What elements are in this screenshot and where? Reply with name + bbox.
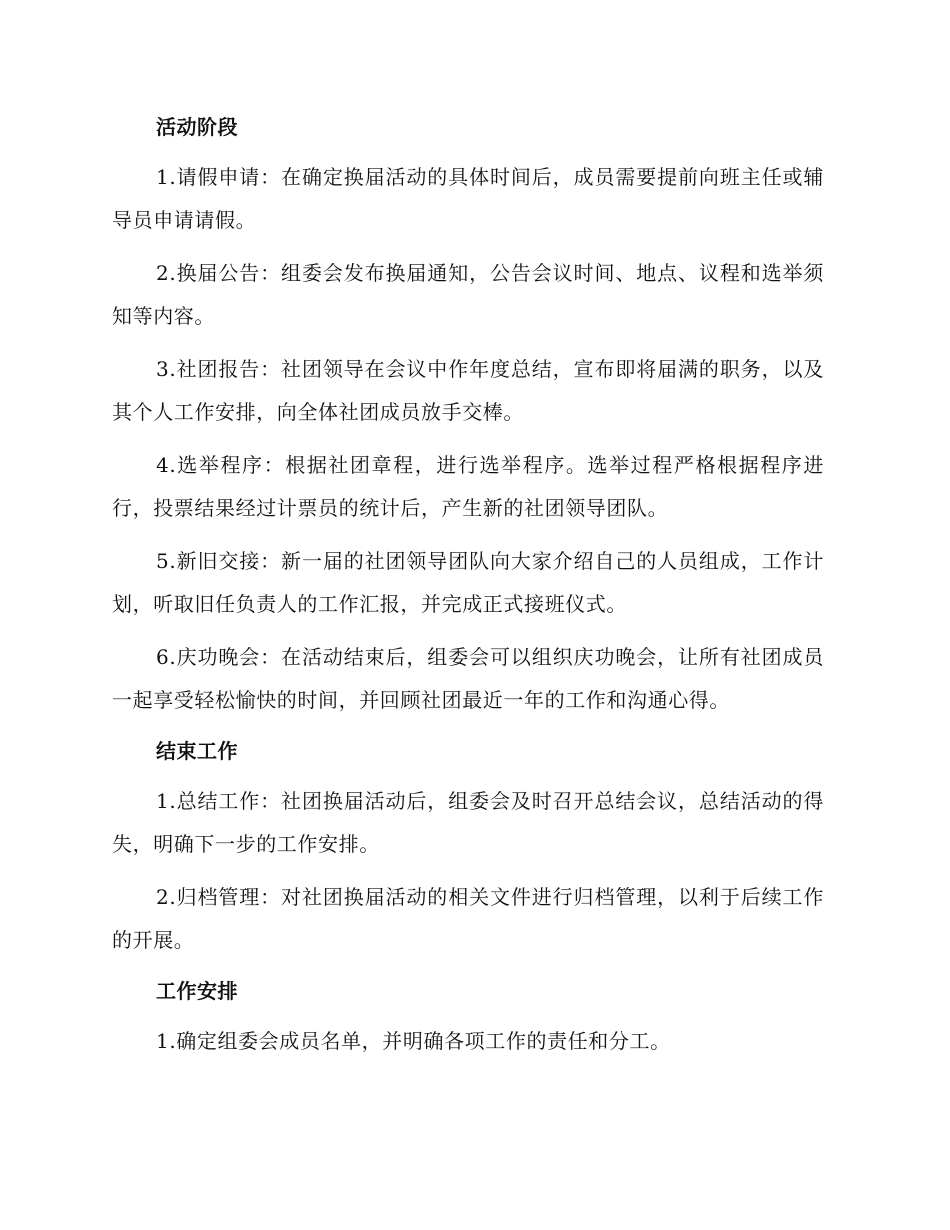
section-heading-closing-work: 结束工作 [156,739,238,763]
paragraph-election-procedure: 4.选举程序：根据社团章程，进行选举程序。选举过程严格根据程序进行，投票结果经过计票员的统计后，产生新的社团领导团队。 [112,453,824,520]
section-heading-work-arrangement: 工作安排 [156,979,238,1003]
paragraph-archive-management: 2.归档管理：对社团换届活动的相关文件进行归档管理，以利于后续工作的开展。 [112,885,824,952]
document-page [112,108,824,1073]
paragraph-committee-members: 1.确定组委会成员名单，并明确各项工作的责任和分工。 [156,1029,671,1053]
section-heading-activity-stage: 活动阶段 [156,115,238,139]
paragraph-election-notice: 2.换届公告：组委会发布换届通知，公告会议时间、地点、议程和选举须知等内容。 [112,261,824,328]
paragraph-celebration-party: 6.庆功晚会：在活动结束后，组委会可以组织庆功晚会，让所有社团成员一起享受轻松愉快的时间，并回顾社团最近一年的工作和沟通心得。 [112,645,824,712]
paragraph-leave-request: 1.请假申请：在确定换届活动的具体时间后，成员需要提前向班主任或辅导员申请请假。 [112,165,824,232]
paragraph-handover: 5.新旧交接：新一届的社团领导团队向大家介绍自己的人员组成，工作计划，听取旧任负责人的工作汇报，并完成正式接班仪式。 [112,549,824,616]
paragraph-summary-work: 1.总结工作：社团换届活动后，组委会及时召开总结会议，总结活动的得失，明确下一步的工作安排。 [112,789,824,856]
paragraph-club-report: 3.社团报告：社团领导在会议中作年度总结，宣布即将届满的职务，以及其个人工作安排，向全体社团成员放手交棒。 [112,357,824,424]
